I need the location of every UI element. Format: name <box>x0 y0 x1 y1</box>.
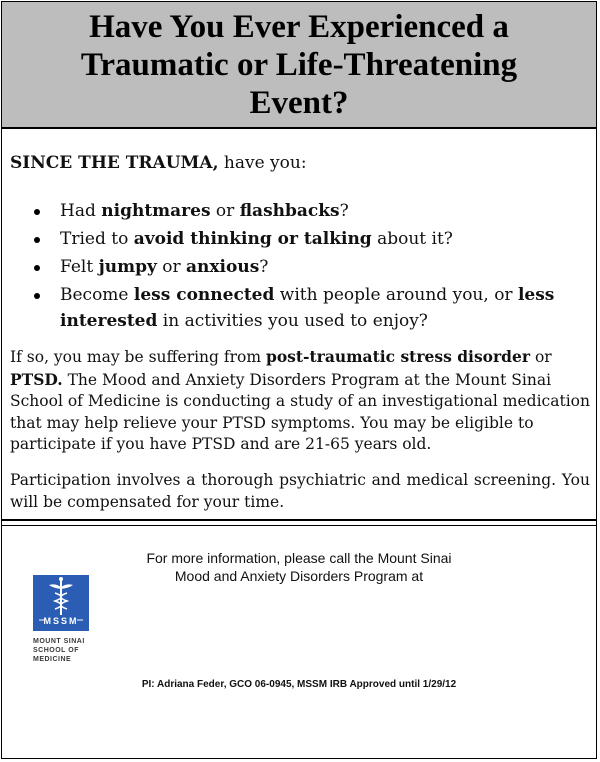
symptom-text: or <box>156 257 187 277</box>
bullet-icon <box>34 237 40 243</box>
symptom-item <box>2 254 596 280</box>
contact-line-2: Mood and Anxiety Disorders Program at <box>174 568 424 584</box>
mssm-logo <box>33 575 93 664</box>
logo-letters: MSSM <box>43 616 79 626</box>
symptom-list <box>2 198 596 336</box>
symptom-text: ? <box>259 257 269 277</box>
contact-line-1: For more information, please call the Mount Sinai <box>146 550 452 566</box>
page-title: Have You Ever Experienced a Traumatic or Life-Threatening Event? <box>80 8 518 121</box>
p1-abbr: PTSD. <box>10 369 63 389</box>
logo-line-1: MOUNT SINAI <box>33 638 85 645</box>
symptom-text: in activities you used to enjoy? <box>157 311 428 331</box>
symptom-text: Become <box>60 285 134 305</box>
caduceus-icon <box>33 575 89 631</box>
divider-thick <box>2 519 596 521</box>
symptom-keyword: nightmares <box>101 201 211 221</box>
p1-lead: If so, you may be suffering from <box>10 348 266 366</box>
symptom-item <box>2 226 596 252</box>
p1-mid: or <box>530 348 552 366</box>
logo-line-2: SCHOOL OF <box>33 647 79 654</box>
intro-rest: have you: <box>218 153 307 173</box>
symptom-keyword: less interested <box>60 285 555 331</box>
logo-line-3: MEDICINE <box>33 656 72 663</box>
divider-thin <box>2 525 596 526</box>
intro-bold: SINCE THE TRAUMA, <box>10 153 219 173</box>
symptom-text: about it? <box>371 229 453 249</box>
symptom-keyword: avoid thinking or talking <box>133 229 372 249</box>
p1-term: post-traumatic stress disorder <box>266 347 531 366</box>
logo-wordmark <box>33 637 93 664</box>
symptom-text: or <box>210 201 240 221</box>
symptom-text: ? <box>339 201 349 221</box>
bullet-icon <box>34 293 40 299</box>
intro-question <box>10 153 307 173</box>
irb-footer: PI: Adriana Feder, GCO 06-0945, MSSM IRB Approved until 1/29/12 <box>141 679 457 690</box>
bullet-icon <box>34 265 40 271</box>
p1-rest: The Mood and Anxiety Disorders Program at the Mount Sinai School of Medicine is conducting a study of an investigational medication that may help relieve your PTSD symptoms. You may be eligible to participate if you have PTSD and are 21-65 years old. <box>10 370 590 453</box>
participation-paragraph: Participation involves a thorough psychiatric and medical screening. You will be compensated for your time. <box>10 471 590 511</box>
symptom-keyword: flashbacks <box>239 201 340 221</box>
symptom-text: Had <box>60 201 102 221</box>
symptom-item <box>2 198 596 224</box>
symptom-text: with people around you, or <box>274 285 518 305</box>
symptom-keyword: less connected <box>133 285 275 305</box>
symptom-keyword: anxious <box>186 257 260 277</box>
symptom-item <box>2 282 596 334</box>
symptom-text: Tried to <box>60 229 134 249</box>
bullet-icon <box>34 209 40 215</box>
ptsd-paragraph <box>10 346 590 456</box>
header-banner <box>2 2 596 129</box>
symptom-text: Felt <box>60 257 99 277</box>
symptom-keyword: jumpy <box>98 257 157 277</box>
flyer <box>1 1 597 759</box>
